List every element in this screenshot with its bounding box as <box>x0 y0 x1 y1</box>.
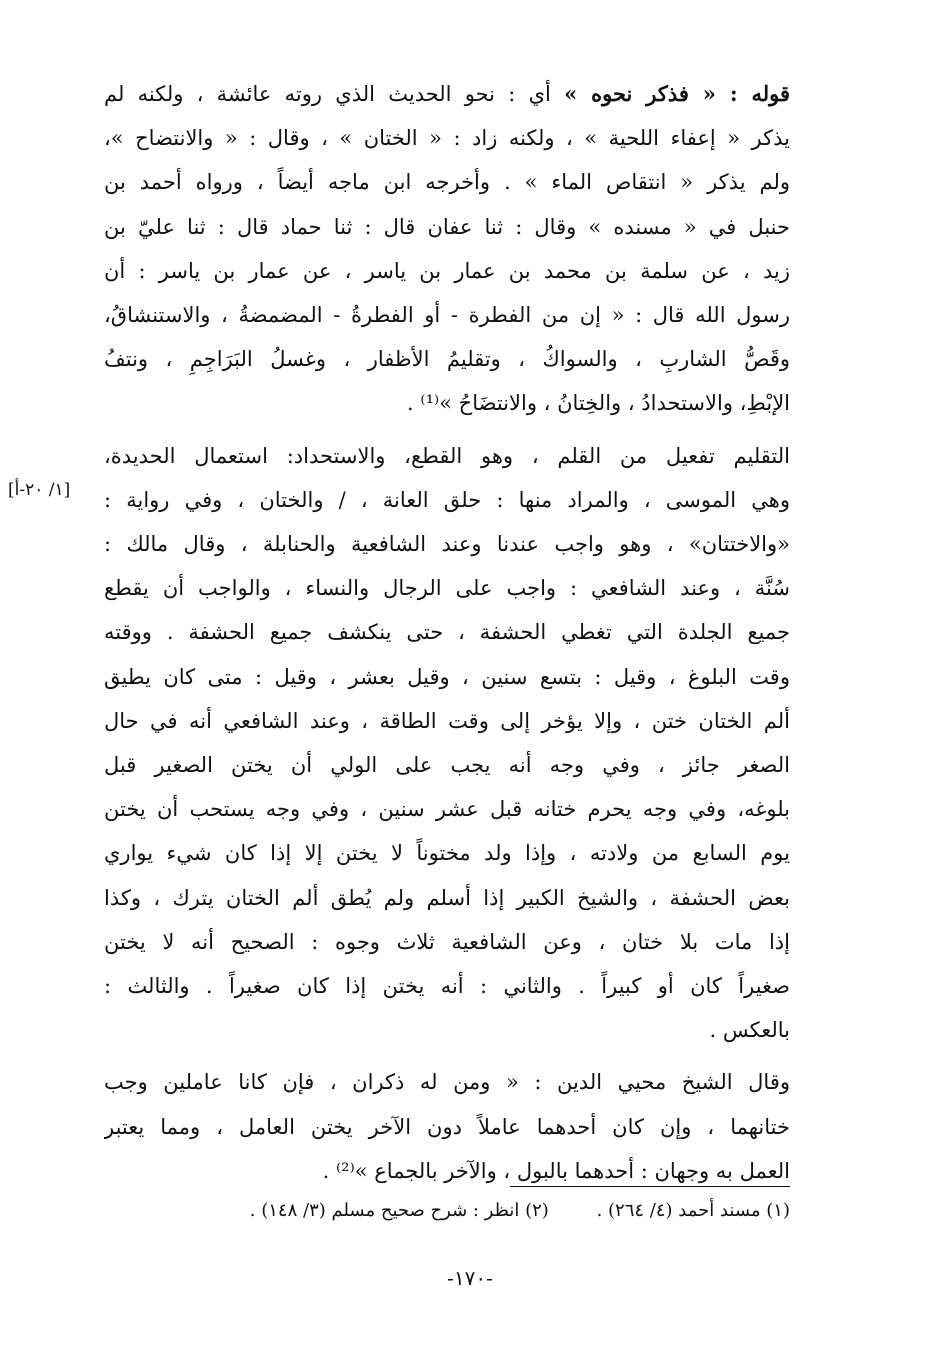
text-line: ولم يذكر « انتقاص الماء » . وأخرجه ابن ماجه أيضاً ، ورواه أحمد بن <box>104 170 790 195</box>
text-line: الصغر جائز ، وفي وجه أنه يجب على الولي أن يختن الصغير قبل <box>104 753 790 778</box>
text-line: إذا مات بلا ختان ، وعن الشافعية ثلاث وجوه : الصحيح أنه لا يختن <box>104 929 790 954</box>
paragraph-1 <box>104 72 790 426</box>
text-line: يوم السابع من ولادته ، وإذا ولد مختوناً لا يختن إلا إذا كان شيء يواري <box>104 841 790 866</box>
page-body <box>104 72 790 1193</box>
text-line: قوله : « فذكر نحوه » أي : نحو الحديث الذي روته عائشة ، ولكنه لم <box>104 81 790 106</box>
text-line: ختانهما ، وإن كان أحدهما عاملاً دون الآخر يختن العامل ، ومما يعتبر <box>104 1114 790 1139</box>
footnote-2: (٢) انظر : شرح صحيح مسلم (٣/ ١٤٨) . <box>249 1200 549 1221</box>
paragraph-3 <box>104 1060 790 1193</box>
text-line: التقليم تفعيل من القلم ، وهو القطع، والاستحداد: استعمال الحديدة، <box>104 443 790 468</box>
page-number: -١٧٠- <box>447 1266 493 1290</box>
text-line: بلوغه، وفي وجه يحرم ختانه قبل عشر سنين ، وفي وجه يستحب أن يختن <box>104 797 790 822</box>
text-line: جميع الجلدة التي تغطي الحشفة ، حتى ينكشف جميع الحشفة . ووقته <box>104 620 790 645</box>
text-line: حنبل في « مسنده » وقال : ثنا عفان قال : ثنا حماد قال : ثنا عليّ بن <box>104 214 790 239</box>
text-line: ألم الختان ختن ، وإلا يؤخر إلى وقت الطاقة ، وعند الشافعي أنه في حال <box>104 708 790 733</box>
footnote-separator <box>510 1186 790 1187</box>
text-line: وهي الموسى ، والمراد منها : حلق العانة ، / والختان ، وفي رواية : <box>104 487 790 512</box>
text-line: بعض الحشفة ، والشيخ الكبير إذا أسلم ولم يُطق ألم الختان يترك ، وكذا <box>104 885 790 910</box>
footnotes <box>104 1200 790 1221</box>
text-line: الإبْطِ، والاستحدادُ ، والخِتانُ ، والانتضَاحُ »⁽¹⁾ . <box>407 391 790 416</box>
text-line: «والاختتان» ، وهو واجب عندنا وعند الشافعية والحنابلة ، وقال مالك : <box>104 532 790 557</box>
text-line: وقال الشيخ محيي الدين : « ومن له ذكران ، فإن كانا عاملين وجب <box>104 1070 790 1095</box>
text-line: العمل به وجهان : أحدهما بالبول ، والآخر بالجماع »⁽²⁾ . <box>322 1158 790 1183</box>
manuscript-folio-reference: [١/ ٢٠-أ] <box>8 480 71 500</box>
text-line: وقت البلوغ ، وقيل : بتسع سنين ، وقيل بعشر ، وقيل : متى كان يطيق <box>104 664 790 689</box>
text-line: وقَصُّ الشاربِ ، والسواكُ ، وتقليمُ الأظفار ، وغسلُ البَرَاجِمِ ، ونتفُ <box>104 347 790 372</box>
text-line: زيد ، عن سلمة بن محمد بن عمار بن ياسر ، عن عمار بن ياسر : أن <box>104 258 790 283</box>
paragraph-2 <box>104 434 790 1053</box>
text-line: صغيراً كان أو كبيراً . والثاني : أنه يختن إذا كان صغيراً . والثالث : <box>104 974 790 999</box>
text-line: بالعكس . <box>709 1018 790 1043</box>
text-line: سُنَّة ، وعند الشافعي : واجب على الرجال والنساء ، والواجب أن يقطع <box>104 576 790 601</box>
lead-phrase: قوله : « فذكر نحوه » <box>564 81 790 106</box>
text-line: رسول الله قال : « إن من الفطرة - أو الفطرةُ - المضمضةُ ، والاستنشاقُ، <box>104 303 790 328</box>
footnote-1: (١) مسند أحمد (٤/ ٢٦٤) . <box>596 1200 790 1221</box>
text-line: يذكر « إعفاء اللحية » ، ولكنه زاد : « الختان » ، وقال : « والانتضاح »، <box>104 126 790 151</box>
